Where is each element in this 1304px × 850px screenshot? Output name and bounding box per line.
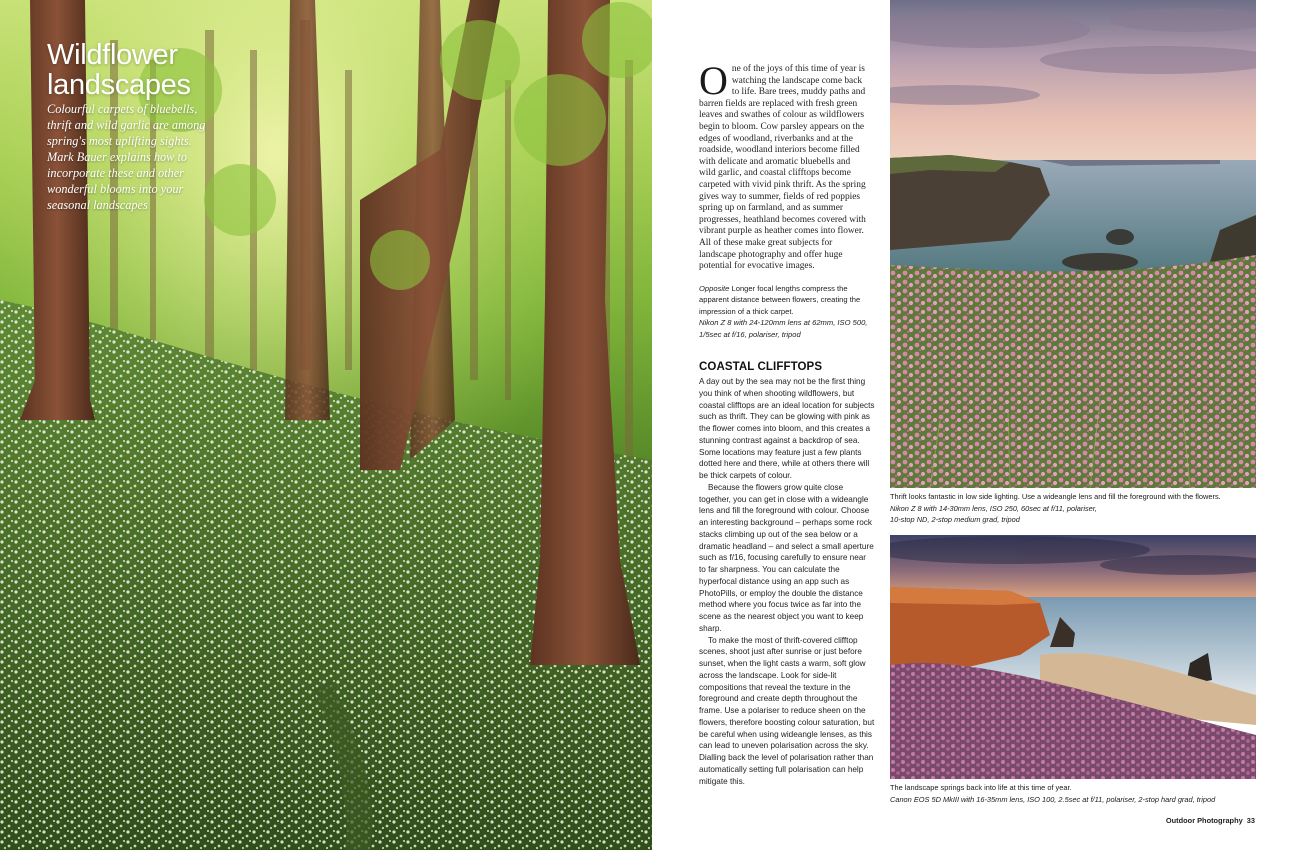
page-folio — [1164, 816, 1255, 825]
caption-tech: Nikon Z 8 with 24-120mm lens at 62mm, ISO 500, 1/5sec at f/16, polariser, tripod — [699, 318, 868, 339]
beach-sunset-photo — [890, 535, 1256, 779]
beach-caption — [890, 782, 1270, 805]
intro-paragraph — [699, 58, 869, 273]
beach-sunset-illustration — [890, 535, 1256, 779]
thrift-caption — [890, 491, 1270, 526]
article-headline: Wildflower landscapes — [47, 39, 191, 101]
body-paragraph: To make the most of thrift-covered clifftop scenes, shoot just after sunrise or just before sunset, when the light casts a warm, soft glow across the landscape. Look for side-lit compositions that reveal the texture in the foreground and create depth throughout the frame. Use a polariser to reduce sheen on the flowers, therefore boosting colour saturation, but be careful when using wideangle lenses, as this can lead to uneven polarisation across the sky. Dialling back the level of polarisation rather than automatically setting full polarisation can help mitigate this. — [699, 635, 875, 786]
caption-text: Longer focal lengths compress the apparent distance between flowers, creating the impression of a thick carpet. — [699, 284, 861, 316]
drop-cap: O — [699, 58, 728, 103]
magazine-name: Outdoor Photography — [1165, 816, 1243, 825]
thrift-caption-tech-2: 10-stop ND, 2-stop medium grad, tripod — [890, 515, 1020, 525]
body-column — [699, 376, 875, 787]
body-paragraph: A day out by the sea may not be the first thing you think of when shooting wildflowers, but coastal clifftops are an ideal location for subjects such as thrift. They can be glowing with pink as the flower comes into bloom, and this creates a stunning contrast against a backdrop of sea. Some locations may feature just a few plants dotted here and there, while at others there will be thick carpets of colour. — [699, 377, 875, 480]
thrift-cliff-illustration — [890, 0, 1256, 488]
article-standfirst: Colourful carpets of bluebells, thrift and wild garlic are among spring's most uplifting sights. Mark Bauer explains how to incorporate these and other wonderful blooms into your seasonal landscapes — [47, 102, 206, 212]
opposite-caption — [699, 283, 869, 340]
thrift-caption-tech-1: Nikon Z 8 with 14-30mm lens, ISO 250, 60sec at f/11, polariser, — [890, 503, 1097, 513]
caption-lead: Opposite — [699, 284, 730, 293]
beach-caption-tech: Canon EOS 5D MkIII with 16-35mm lens, ISO 100, 2.5sec at f/11, polariser, 2-stop hard grad, tripod — [890, 794, 1216, 804]
beach-caption-text: The landscape springs back into life at this time of year. — [890, 783, 1072, 792]
thrift-caption-text: Thrift looks fantastic in low side lighting. Use a wideangle lens and fill the foreground with the flowers. — [890, 492, 1221, 501]
thrift-cliff-photo — [890, 0, 1256, 488]
page-number: 33 — [1246, 816, 1255, 825]
section-heading: COASTAL CLIFFTOPS — [699, 361, 823, 373]
body-paragraph: Because the flowers grow quite close together, you can get in close with a wideangle lens and fill the foreground with colour. Choose an interesting background – perhaps some rock stacks climbing up out of the sea below or a dramatic headland – and select a small aperture such as f/16, focusing carefully to ensure near to far sharpness. You can calculate the hyperfocal distance using an app such as PhotoPills, or employ the double the distance method where you focus twice as far into the scene as the nearest object you want to keep sharp. — [699, 482, 874, 633]
intro-text: ne of the joys of this time of year is watching the landscape come back to life. Bare trees, muddy paths and barren fields are replaced with fresh green leaves and swathes of colour as wildflowers begin to bloom. Cow parsley appears on the edges of woodland, riverbanks and at the roadside, woodland interiors become filled with delicate and aromatic bluebells and wild garlic, and coastal clifftops become carpeted with vivid pink thrift. As the spring gives way to summer, fields of red poppies spring up on farmland, and as summer progresses, heathland becomes covered with vibrant purple as heather comes into flower. All of these make great subjects for landscape photography and offer huge potential for evocative images. — [699, 64, 866, 272]
